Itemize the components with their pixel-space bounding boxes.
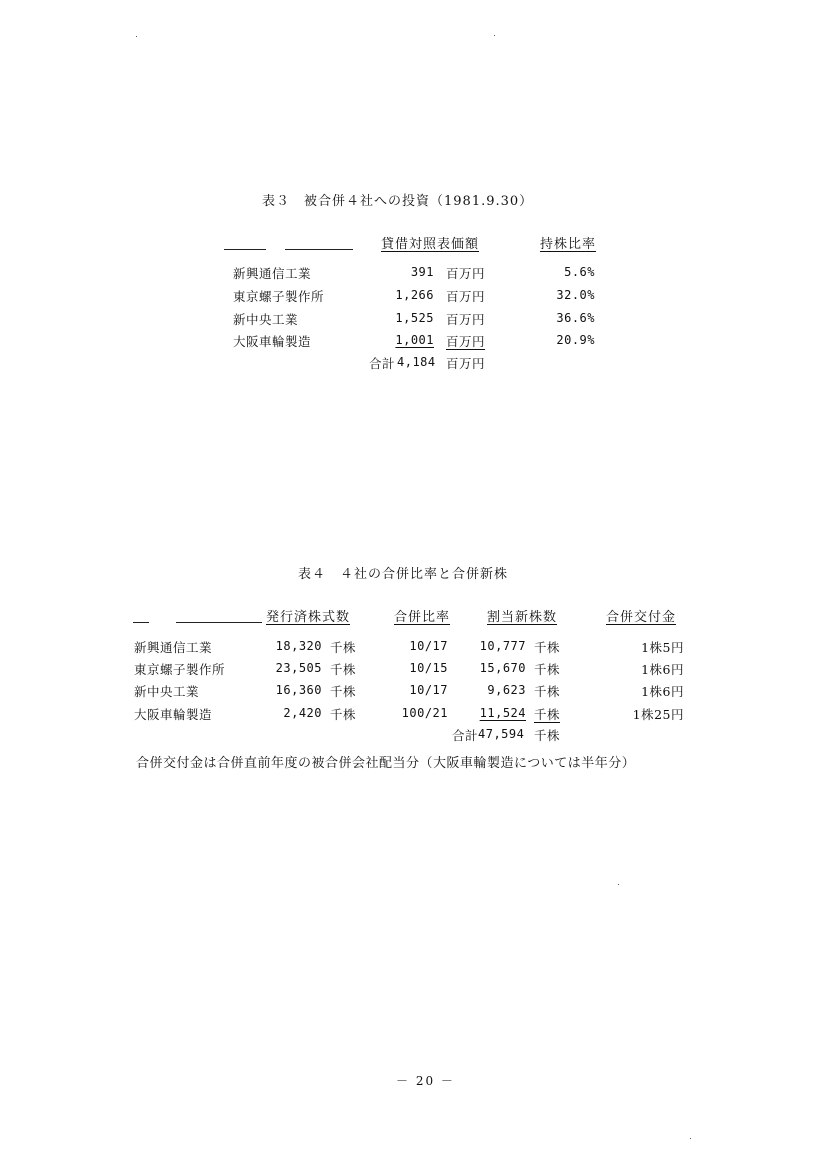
table4-ratio: 10/17	[409, 639, 448, 653]
table3-ratio: 5.6%	[564, 265, 595, 279]
table4-total-amount: 47,594	[478, 727, 525, 741]
table4-new-unit: 千株	[534, 662, 561, 677]
table3-total-amount: 4,184	[397, 355, 436, 369]
table4-issued: 2,420	[283, 706, 322, 720]
table4-issued: 16,360	[275, 683, 322, 697]
table3-unit: 百万円	[446, 266, 486, 281]
table4-new-shares: 11,524	[479, 706, 526, 720]
table4-header-ratio: 合併比率	[394, 610, 451, 625]
table4-header-rule-2	[176, 622, 262, 623]
table4-header-new-shares: 割当新株数	[487, 610, 558, 625]
table4-new-shares: 9,623	[487, 683, 526, 697]
table4-company: 東京螺子製作所	[134, 662, 226, 677]
table3-unit: 百万円	[446, 289, 486, 304]
table3-company: 東京螺子製作所	[233, 289, 325, 304]
table4-grant: 1株5円	[641, 640, 684, 655]
scan-speck	[690, 1138, 691, 1139]
table4-title: 表４ ４社の合併比率と合併新株	[298, 567, 509, 582]
table3-ratio: 32.0%	[556, 288, 595, 302]
table4-grant: 1株6円	[641, 684, 684, 699]
table3-header-holding-ratio: 持株比率	[540, 237, 597, 252]
table4-company: 新興通信工業	[134, 640, 213, 655]
table3-header-book-value: 貸借対照表価額	[381, 237, 480, 252]
table3-amount: 1,266	[395, 288, 434, 302]
table4-header-issued: 発行済株式数	[266, 610, 351, 625]
table4-header-rule-1	[133, 622, 149, 623]
table4-ratio: 10/17	[409, 683, 448, 697]
table4-company: 新中央工業	[134, 684, 200, 699]
table3-ratio: 36.6%	[556, 311, 595, 325]
scan-speck	[136, 36, 137, 37]
table3-amount: 391	[410, 265, 434, 279]
table3-amount: 1,001	[395, 333, 434, 347]
table4-new-unit: 千株	[534, 640, 561, 655]
scan-speck	[618, 884, 619, 885]
table4-total-unit: 千株	[534, 728, 561, 743]
table4-issued: 18,320	[275, 639, 322, 653]
table3-unit: 百万円	[446, 312, 486, 327]
table4-issued-unit: 千株	[330, 684, 357, 699]
scan-speck	[494, 35, 495, 36]
table4-new-shares: 10,777	[479, 639, 526, 653]
table4-new-unit: 千株	[534, 684, 561, 699]
table4-issued: 23,505	[275, 661, 322, 675]
table3-company: 新中央工業	[233, 312, 299, 327]
table4-company: 大阪車輪製造	[134, 707, 213, 722]
table3-header-rule-1	[224, 249, 266, 250]
table4-header-grant: 合併交付金	[606, 610, 677, 625]
table3-total-label: 合計	[369, 356, 396, 371]
table4-issued-unit: 千株	[330, 640, 357, 655]
table4-grant: 1株6円	[641, 662, 684, 677]
table3-header-rule-2	[285, 249, 353, 250]
table3-ratio: 20.9%	[556, 333, 595, 347]
table4-ratio: 10/15	[409, 661, 448, 675]
table3-total-unit: 百万円	[446, 356, 486, 371]
table3-amount: 1,525	[395, 311, 434, 325]
table3-unit: 百万円	[446, 334, 486, 349]
table3-company: 大阪車輪製造	[233, 334, 312, 349]
table4-total-label: 合計	[452, 728, 479, 743]
table4-new-shares: 15,670	[479, 661, 526, 675]
table4-issued-unit: 千株	[330, 662, 357, 677]
table4-issued-unit: 千株	[330, 707, 357, 722]
table4-footnote: 合併交付金は合併直前年度の被合併会社配当分（大阪車輪製造については半年分）	[136, 756, 636, 771]
table4-ratio: 100/21	[401, 706, 448, 720]
table4-new-unit: 千株	[534, 707, 561, 722]
table3-company: 新興通信工業	[233, 266, 312, 281]
table4-grant: 1株25円	[632, 707, 684, 722]
page-number: － 20 －	[396, 1074, 455, 1088]
table3-title: 表３ 被合併４社への投資（1981.9.30）	[262, 194, 534, 209]
